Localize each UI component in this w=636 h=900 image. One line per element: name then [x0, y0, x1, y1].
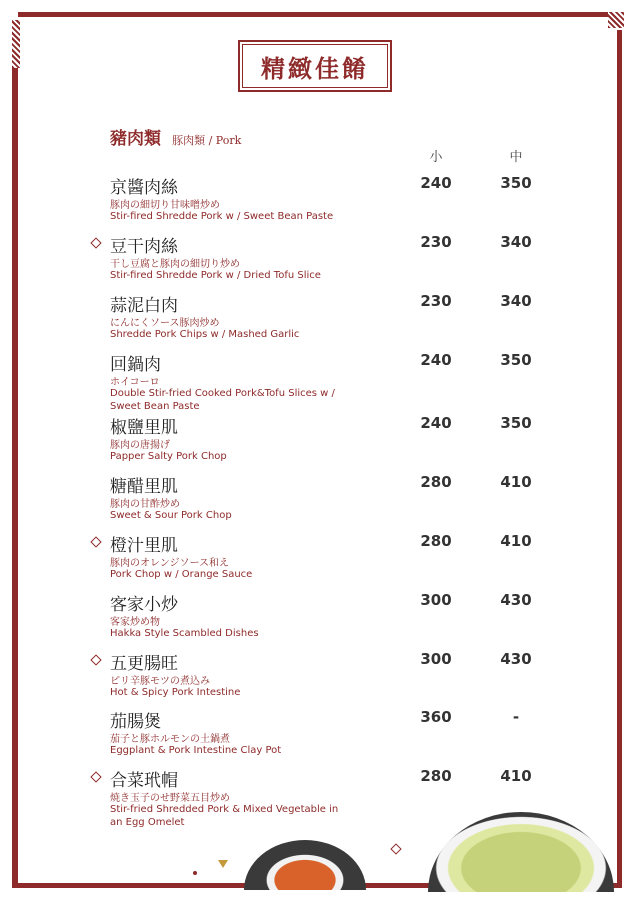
item-name: 五更腸旺 [110, 654, 178, 674]
page-title: 精緻佳餚 [261, 53, 369, 83]
item-name: 蒜泥白肉 [110, 296, 178, 316]
item-english-name: Pork Chop w / Orange Sauce [110, 569, 253, 580]
item-japanese-name: 茄子と豚ホルモンの土鍋煮 [110, 734, 230, 745]
item-japanese-name: 干し豆腐と豚肉の細切り炒め [110, 259, 240, 270]
recommended-diamond-icon [90, 771, 101, 782]
section-header [110, 124, 241, 149]
corner-hatch-decoration [12, 20, 20, 68]
price-medium: 410 [500, 473, 532, 491]
price-small: 230 [420, 292, 452, 310]
price-small: 230 [420, 233, 452, 251]
recommended-diamond-icon [90, 654, 101, 665]
frame-left-border [12, 28, 18, 888]
item-english-name: Papper Salty Pork Chop [110, 451, 227, 462]
dish-photo-tomato [244, 840, 366, 890]
price-medium: 340 [500, 233, 532, 251]
triangle-decoration [218, 860, 228, 868]
item-japanese-name: ピリ辛豚モツの煮込み [110, 676, 210, 687]
price-medium: 350 [500, 414, 532, 432]
item-japanese-name: 豚肉の甘酢炒め [110, 499, 180, 510]
frame-top-border [18, 12, 622, 17]
price-medium: - [512, 708, 520, 726]
item-name: 回鍋肉 [110, 355, 161, 375]
recommended-diamond-icon [90, 237, 101, 248]
item-japanese-name: 豚肉の細切り甘味噌炒め [110, 200, 220, 211]
item-english-name: Stir-fired Shredde Pork w / Sweet Bean Paste [110, 211, 334, 222]
dot-decoration [193, 871, 197, 875]
item-english-name: Stir-fired Shredde Pork w / Dried Tofu Slice [110, 270, 321, 281]
column-header-medium: 中 [509, 150, 523, 165]
diamond-decoration [390, 843, 401, 854]
item-english-name: Shredde Pork Chips w / Mashed Garlic [110, 329, 300, 340]
item-japanese-name: ホイコーロ [110, 377, 160, 388]
item-japanese-name: 客家炒め物 [110, 617, 160, 628]
price-small: 360 [420, 708, 452, 726]
item-english-name: Hot & Spicy Pork Intestine [110, 687, 241, 698]
price-small: 300 [420, 650, 452, 668]
column-header-small: 小 [429, 150, 443, 165]
page-title-box [238, 40, 392, 92]
item-english-name: Double Stir-fried Cooked Pork&Tofu Slices w / Sweet Bean Paste [110, 388, 335, 412]
item-name: 客家小炒 [110, 595, 178, 615]
section-title: 豬肉類 [110, 129, 161, 149]
item-name: 京醬肉絲 [110, 178, 178, 198]
item-english-name: Hakka Style Scambled Dishes [110, 628, 259, 639]
price-small: 240 [420, 351, 452, 369]
item-name: 橙汁里肌 [110, 536, 178, 556]
price-medium: 410 [500, 767, 532, 785]
item-name: 豆干肉絲 [110, 237, 178, 257]
item-name: 合菜玳帽 [110, 771, 178, 791]
item-japanese-name: 焼き玉子のせ野菜五目炒め [110, 793, 230, 804]
price-small: 280 [420, 532, 452, 550]
section-subtitle: 豚肉類 / Pork [172, 134, 242, 147]
item-name: 茄腸煲 [110, 712, 161, 732]
price-small: 240 [420, 174, 452, 192]
item-japanese-name: にんにくソース豚肉炒め [110, 318, 220, 329]
item-name: 椒鹽里肌 [110, 418, 178, 438]
frame-right-border [617, 30, 622, 888]
price-medium: 340 [500, 292, 532, 310]
corner-hatch-decoration [608, 12, 624, 28]
item-english-name: Stir-fried Shredded Pork & Mixed Vegetable in an Egg Omelet [110, 804, 339, 828]
price-medium: 350 [500, 351, 532, 369]
price-medium: 350 [500, 174, 532, 192]
item-japanese-name: 豚肉の唐揚げ [110, 440, 170, 451]
price-medium: 430 [500, 591, 532, 609]
price-small: 280 [420, 767, 452, 785]
price-small: 240 [420, 414, 452, 432]
price-medium: 430 [500, 650, 532, 668]
item-english-name: Eggplant & Pork Intestine Clay Pot [110, 745, 282, 756]
recommended-diamond-icon [90, 536, 101, 547]
item-english-name: Sweet & Sour Pork Chop [110, 510, 232, 521]
item-name: 糖醋里肌 [110, 477, 178, 497]
price-small: 300 [420, 591, 452, 609]
dish-photo-omelet [428, 812, 614, 892]
item-japanese-name: 豚肉のオレンジソース和え [110, 558, 229, 569]
price-medium: 410 [500, 532, 532, 550]
price-small: 280 [420, 473, 452, 491]
